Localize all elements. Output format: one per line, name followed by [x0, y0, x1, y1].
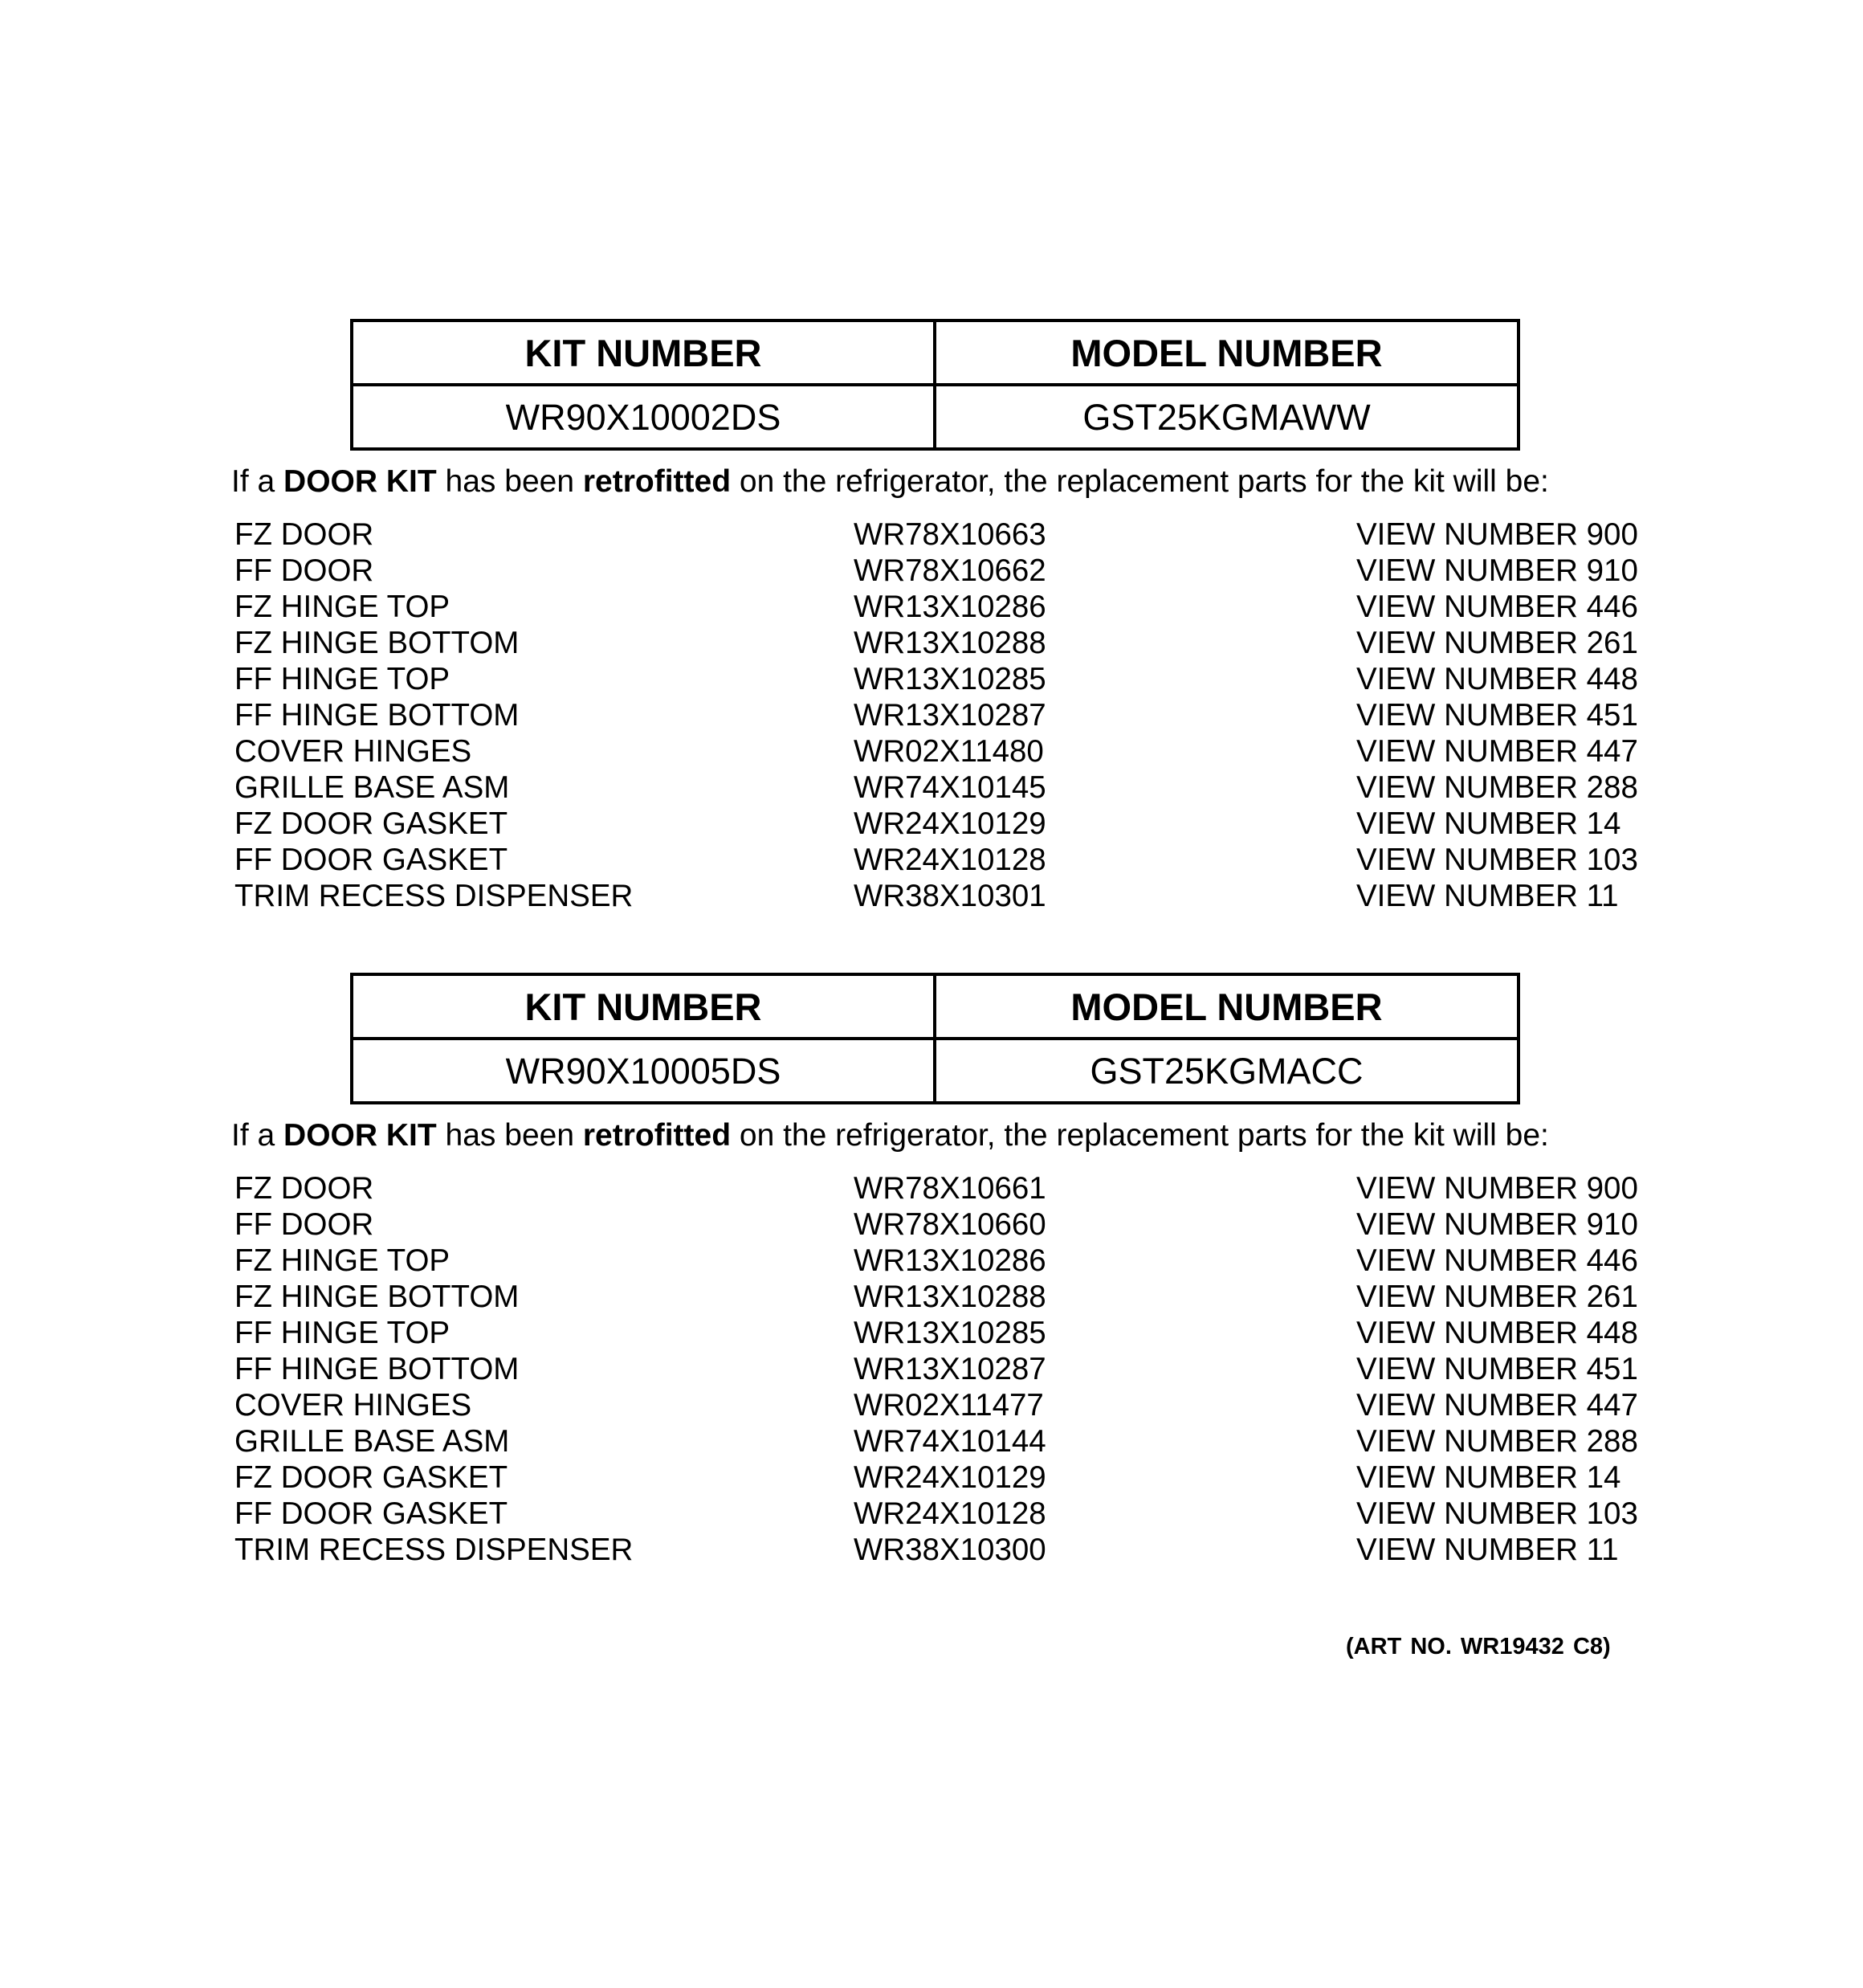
view-number: VIEW NUMBER 910 [1356, 553, 1638, 588]
part-number: WR24X10128 [854, 1496, 1046, 1531]
part-number: WR74X10145 [854, 770, 1046, 805]
intro-text: has been [436, 1118, 583, 1153]
view-number: VIEW NUMBER 446 [1356, 1243, 1638, 1278]
part-name: FF HINGE TOP [234, 662, 450, 696]
part-name: FZ HINGE BOTTOM [234, 626, 520, 660]
kit-table-header-row [352, 974, 1519, 1039]
part-row [234, 1315, 1648, 1351]
part-number: WR38X10300 [854, 1533, 1046, 1567]
part-number: WR02X11477 [854, 1388, 1044, 1423]
part-number: WR13X10287 [854, 1352, 1046, 1386]
part-row [234, 1496, 1648, 1532]
view-number: VIEW NUMBER 451 [1356, 698, 1638, 733]
view-number: VIEW NUMBER 447 [1356, 734, 1638, 769]
part-row [234, 733, 1648, 769]
part-name: FF DOOR [234, 1207, 374, 1242]
retrofit-intro-1 [231, 466, 1549, 497]
part-number: WR78X10661 [854, 1171, 1046, 1206]
intro-bold-retrofitted: retrofitted [582, 464, 732, 499]
part-name: FF DOOR [234, 553, 374, 588]
parts-list-2 [234, 1170, 1648, 1568]
part-number: WR13X10287 [854, 698, 1046, 733]
part-row [234, 661, 1648, 697]
part-row [234, 697, 1648, 733]
view-number: VIEW NUMBER 288 [1356, 1424, 1638, 1459]
intro-bold-door-kit: DOOR KIT [283, 1118, 437, 1153]
part-name: TRIM RECESS DISPENSER [234, 1533, 634, 1567]
view-number: VIEW NUMBER 448 [1356, 1316, 1638, 1350]
part-number: WR24X10129 [854, 1460, 1046, 1495]
part-row [234, 1423, 1648, 1459]
part-name: FF HINGE BOTTOM [234, 698, 520, 733]
part-number: WR74X10144 [854, 1424, 1046, 1459]
part-name: FZ HINGE BOTTOM [234, 1280, 520, 1314]
part-number: WR78X10663 [854, 517, 1046, 552]
part-name: COVER HINGES [234, 734, 472, 769]
view-number: VIEW NUMBER 14 [1356, 1460, 1621, 1495]
part-row [234, 1459, 1648, 1496]
part-row [234, 589, 1648, 625]
part-number: WR13X10286 [854, 590, 1046, 624]
view-number: VIEW NUMBER 900 [1356, 517, 1638, 552]
kit-table-value-row [352, 385, 1519, 449]
part-number: WR13X10285 [854, 662, 1046, 696]
model-number-value: GST25KGMACC [935, 1039, 1519, 1103]
kit-number-value: WR90X10002DS [352, 385, 935, 449]
part-name: FZ DOOR [234, 517, 374, 552]
kit-number-header: KIT NUMBER [352, 974, 935, 1039]
part-number: WR78X10660 [854, 1207, 1046, 1242]
part-name: GRILLE BASE ASM [234, 770, 510, 805]
part-row [234, 625, 1648, 661]
retrofit-intro-2 [231, 1120, 1549, 1151]
kit-table-1 [350, 319, 1520, 451]
part-number: WR38X10301 [854, 879, 1046, 913]
intro-text: If a [231, 464, 284, 499]
part-row [234, 878, 1648, 914]
kit-table-header-row [352, 320, 1519, 385]
model-number-header: MODEL NUMBER [935, 320, 1519, 385]
view-number: VIEW NUMBER 103 [1356, 1496, 1638, 1531]
kit-number-header: KIT NUMBER [352, 320, 935, 385]
part-number: WR24X10128 [854, 843, 1046, 877]
part-name: FF DOOR GASKET [234, 843, 508, 877]
part-row [234, 1387, 1648, 1423]
intro-bold-door-kit: DOOR KIT [283, 464, 437, 499]
view-number: VIEW NUMBER 448 [1356, 662, 1638, 696]
view-number: VIEW NUMBER 261 [1356, 1280, 1638, 1314]
part-name: FF DOOR GASKET [234, 1496, 508, 1531]
view-number: VIEW NUMBER 447 [1356, 1388, 1638, 1423]
intro-text: If a [231, 1118, 284, 1153]
view-number: VIEW NUMBER 900 [1356, 1171, 1638, 1206]
model-number-value: GST25KGMAWW [935, 385, 1519, 449]
view-number: VIEW NUMBER 288 [1356, 770, 1638, 805]
intro-text: on the refrigerator, the replacement parts for the kit will be: [731, 1118, 1549, 1153]
view-number: VIEW NUMBER 261 [1356, 626, 1638, 660]
part-number: WR02X11480 [854, 734, 1044, 769]
part-row [234, 769, 1648, 806]
kit-table-2 [350, 973, 1520, 1104]
part-number: WR13X10288 [854, 626, 1046, 660]
part-name: COVER HINGES [234, 1388, 472, 1423]
part-row [234, 1532, 1648, 1568]
intro-text: has been [436, 464, 583, 499]
model-number-header: MODEL NUMBER [935, 974, 1519, 1039]
part-number: WR13X10286 [854, 1243, 1046, 1278]
part-number: WR24X10129 [854, 806, 1046, 841]
view-number: VIEW NUMBER 103 [1356, 843, 1638, 877]
part-row [234, 1170, 1648, 1206]
part-row [234, 806, 1648, 842]
part-number: WR13X10288 [854, 1280, 1046, 1314]
part-row [234, 516, 1648, 553]
part-name: FF HINGE BOTTOM [234, 1352, 520, 1386]
part-name: TRIM RECESS DISPENSER [234, 879, 634, 913]
part-row [234, 553, 1648, 589]
view-number: VIEW NUMBER 11 [1356, 1533, 1619, 1567]
part-row [234, 1243, 1648, 1279]
kit-table-value-row [352, 1039, 1519, 1103]
part-number: WR13X10285 [854, 1316, 1046, 1350]
parts-list-1 [234, 516, 1648, 914]
part-number: WR78X10662 [854, 553, 1046, 588]
part-name: FF HINGE TOP [234, 1316, 450, 1350]
view-number: VIEW NUMBER 14 [1356, 806, 1621, 841]
art-number-footer: (ART NO. WR19432 C8) [1346, 1634, 1611, 1659]
part-name: FZ HINGE TOP [234, 590, 450, 624]
view-number: VIEW NUMBER 451 [1356, 1352, 1638, 1386]
part-name: FZ HINGE TOP [234, 1243, 450, 1278]
part-row [234, 842, 1648, 878]
part-name: FZ DOOR GASKET [234, 1460, 508, 1495]
part-row [234, 1206, 1648, 1243]
view-number: VIEW NUMBER 910 [1356, 1207, 1638, 1242]
view-number: VIEW NUMBER 11 [1356, 879, 1619, 913]
part-row [234, 1351, 1648, 1387]
part-name: GRILLE BASE ASM [234, 1424, 510, 1459]
kit-number-value: WR90X10005DS [352, 1039, 935, 1103]
part-name: FZ DOOR [234, 1171, 374, 1206]
view-number: VIEW NUMBER 446 [1356, 590, 1638, 624]
part-row [234, 1279, 1648, 1315]
intro-bold-retrofitted: retrofitted [582, 1118, 732, 1153]
intro-text: on the refrigerator, the replacement parts for the kit will be: [731, 464, 1549, 499]
part-name: FZ DOOR GASKET [234, 806, 508, 841]
